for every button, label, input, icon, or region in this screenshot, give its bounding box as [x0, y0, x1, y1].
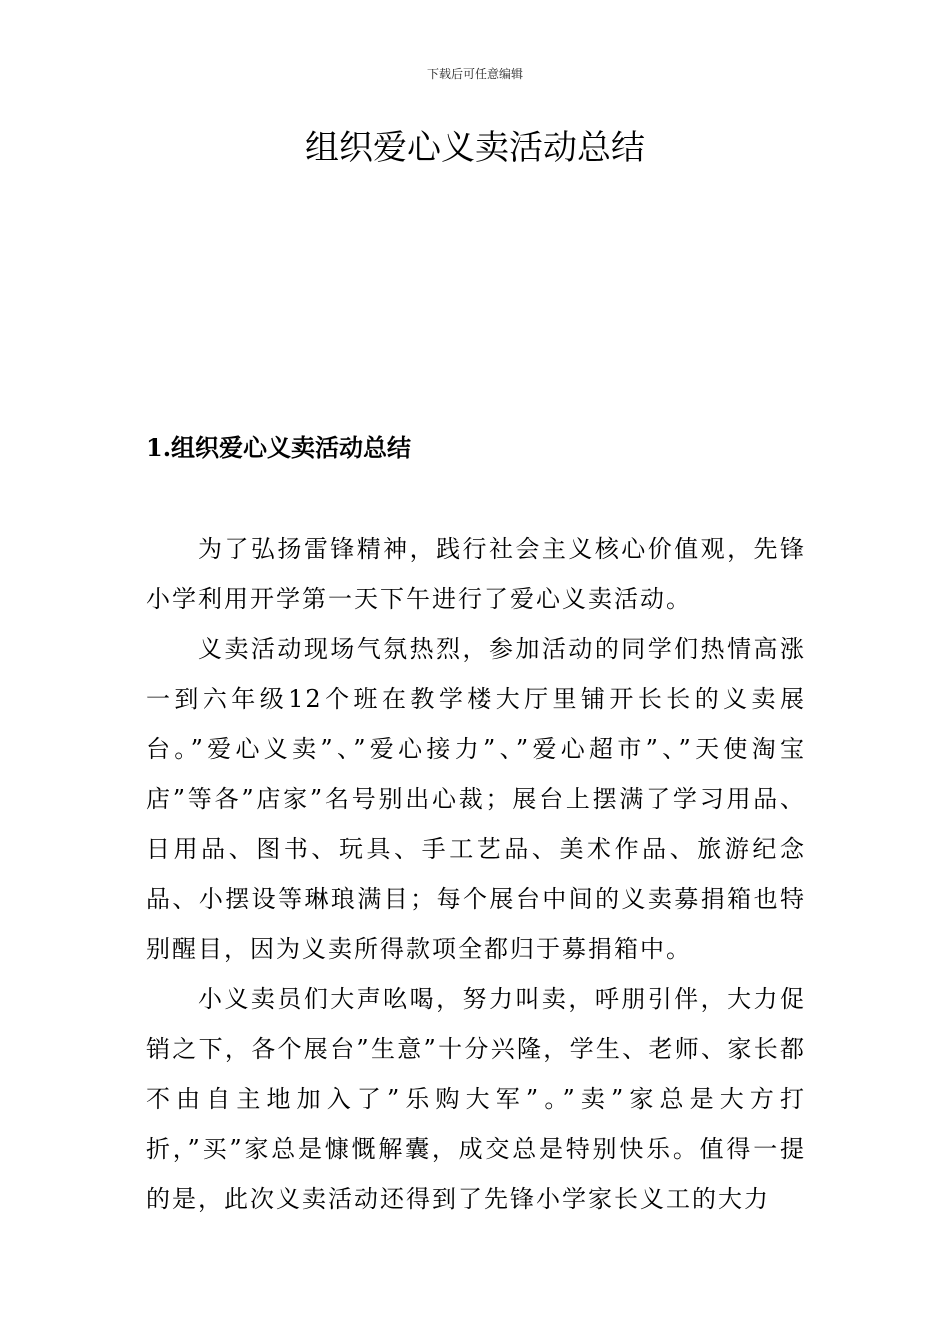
header-note: 下载后可任意编辑: [426, 67, 523, 81]
paragraph-2: 义卖活动现场气氛热烈，参加活动的同学们热情高涨一到六年级12个班在教学楼大厅里铺开长长的义卖展台。”爱心义卖”、”爱心接力”、”爱心超市”、”天使淘宝店”等各”店家”名号别出心裁；展台上摆满了学习用品、日用品、图书、玩具、手工艺品、美术作品、旅游纪念品、小摆设等琳琅满目；每个展台中间的义卖募捐箱也特别醒目，因为义卖所得款项全都归于募捐箱中。: [146, 635, 806, 963]
body-text: [146, 524, 806, 1224]
section-heading: 1.组织爱心义卖活动总结: [146, 433, 412, 462]
paragraph-3: 小义卖员们大声吆喝，努力叫卖，呼朋引伴，大力促销之下，各个展台”生意”十分兴隆，学生、老师、家长都不由自主地加入了”乐购大军”。”卖”家总是大方打折，”买”家总是慷慨解囊，成交总是特别快乐。值得一提的是，此次义卖活动还得到了先锋小学家长义工的大力: [146, 985, 806, 1213]
paragraph-1: 为了弘扬雷锋精神，践行社会主义核心价值观，先锋小学利用开学第一天下午进行了爱心义卖活动。: [146, 535, 806, 613]
document-title: 组织爱心义卖活动总结: [305, 128, 645, 168]
